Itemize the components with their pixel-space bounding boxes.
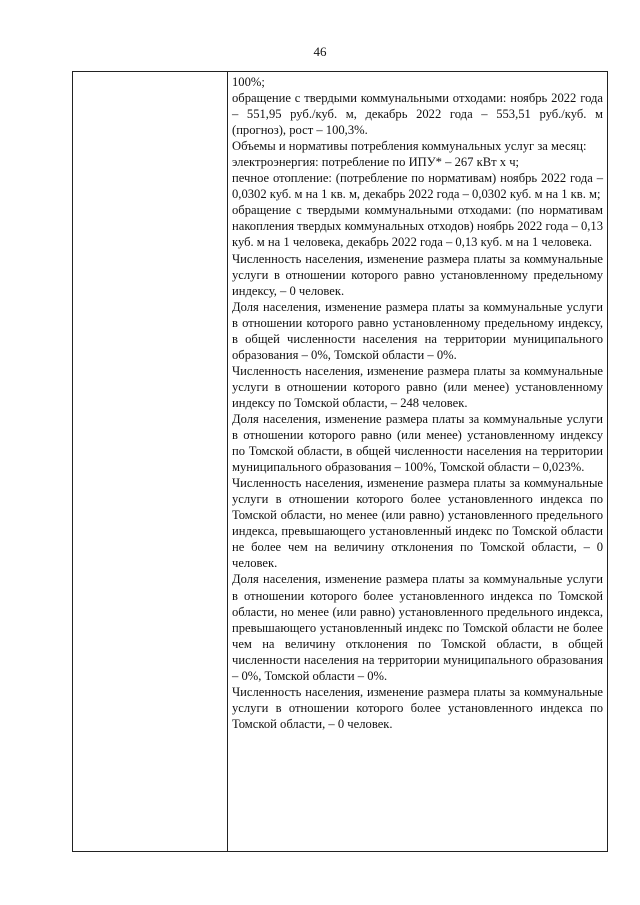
paragraph-share-equal-index: Доля населения, изменение размера платы за коммунальные услуги в отношении которого равно (или менее) установленному индексу по Томской области, в общей численности населения на территории муниципального образования – 100%, Томской области – 0,023%.	[232, 411, 603, 475]
table-left-cell	[73, 72, 228, 851]
paragraph-population-more-than-index: Численность населения, изменение размера платы за коммунальные услуги в отношении которого более установленного индекса по Томской области, – 0 человек.	[232, 684, 603, 731]
paragraph-population-above-index: Численность населения, изменение размера платы за коммунальные услуги в отношении которого более установленного индекса по Томской области, но менее (или равно) установленного предельного индекса, превышающего установленный индекс по Томской области не более чем на величину отклонения по Томской области, – 0 человек.	[232, 476, 603, 571]
paragraph-share-above-index: Доля населения, изменение размера платы за коммунальные услуги в отношении которого более установленного индекса по Томской области, но менее (или равно) установленного предельного индекса, превышающего установленный индекс по Томской области не более чем на величину отклонения по Томской области, в общей численности населения на территории муниципального образования – 0%, Томской области – 0%.	[232, 572, 603, 683]
page-number: 46	[313, 44, 327, 59]
paragraph-electricity: электроэнергия: потребление по ИПУ* – 267 кВт х ч;	[232, 155, 520, 170]
paragraph-consumption-heading: Объемы и нормативы потребления коммунальных услуг за месяц:	[232, 139, 587, 154]
paragraph-waste-norms: обращение с твердыми коммунальными отходами: (по нормативам накопления твердых коммунальных отходов) ноябрь 2022 года – 0,13 куб. м на 1 человека, декабрь 2022 года – 0,13 куб. м на 1 человека.	[232, 203, 603, 250]
table-right-cell	[228, 72, 607, 851]
paragraph-percent-tail: 100%;	[232, 75, 265, 89]
paragraph-share-equal-limit: Доля населения, изменение размера платы за коммунальные услуги в отношении которого равно установленному предельному индексу, в общей численности населения на территории муниципального образования – 0%, Томской области – 0%.	[232, 299, 603, 362]
paragraph-population-equal-limit: Численность населения, изменение размера платы за коммунальные услуги в отношении которого равно установленному предельному индексу, – 0 человек.	[232, 251, 603, 298]
paragraph-waste-tariff: обращение с твердыми коммунальными отходами: ноябрь 2022 года – 551,95 руб./куб. м, декабрь 2022 года – 553,51 руб./куб. м (прогноз), рост – 100,3%.	[232, 91, 603, 138]
paragraph-population-equal-index: Численность населения, изменение размера платы за коммунальные услуги в отношении которого равно (или менее) установленному индексу по Томской области, – 248 человек.	[232, 363, 603, 410]
paragraph-stove-heating: печное отопление: (потребление по нормативам) ноябрь 2022 года – 0,0302 куб. м на 1 кв. м, декабрь 2022 года – 0,0302 куб. м на 1 кв. м;	[232, 171, 603, 202]
document-table	[72, 71, 608, 852]
